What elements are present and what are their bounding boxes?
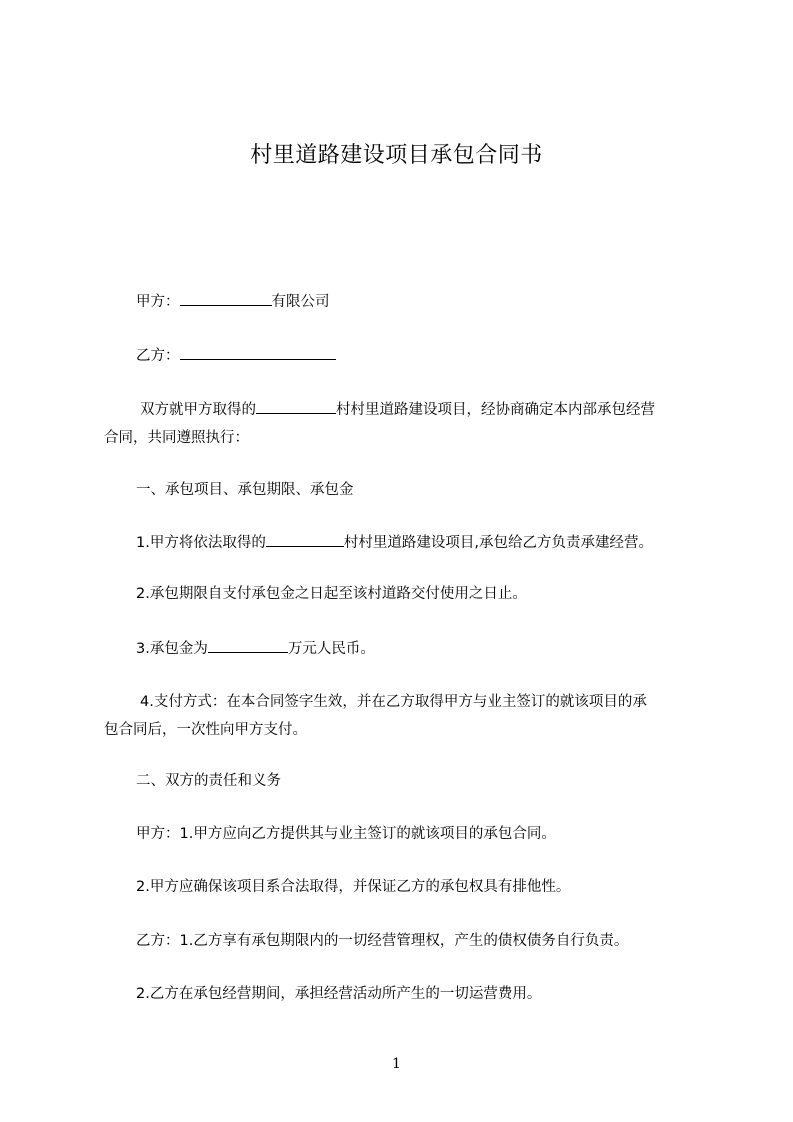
section-1-item-1 <box>136 531 653 553</box>
section-2-party-a-2: 2.甲方应确保该项目系合法取得，并保证乙方的承包权具有排他性。 <box>136 879 571 895</box>
party-a-suffix: 有限公司 <box>271 294 330 310</box>
item-3-prefix: 3.承包金为 <box>136 641 208 657</box>
document-title: 村里道路建设项目承包合同书 <box>250 143 543 168</box>
preamble-paragraph <box>104 396 704 452</box>
party-b-line <box>136 344 336 366</box>
section-2-party-b-1: 乙方：1.乙方享有承包期限内的一切经营管理权，产生的债权债务自行负责。 <box>136 933 629 949</box>
section-1-item-2: 2.承包期限自支付承包金之日起至该村道路交付使用之日止。 <box>136 586 527 602</box>
party-a-line <box>136 290 330 312</box>
preamble-blank <box>256 398 336 414</box>
item-4-line-2: 包合同后，一次性向甲方支付。 <box>104 722 307 738</box>
page-number: 1 <box>392 1056 401 1072</box>
item-4-line-1: 4.支付方式：在本合同签字生效，并在乙方取得甲方与业主签订的就该项目的承 <box>140 694 647 710</box>
section-2-heading: 二、双方的责任和义务 <box>136 773 281 789</box>
party-b-blank <box>180 344 336 360</box>
item-3-suffix: 万元人民币。 <box>287 641 375 657</box>
section-1-item-3 <box>136 637 375 659</box>
section-1-item-4 <box>104 688 704 744</box>
party-b-label: 乙方： <box>136 348 180 364</box>
item-1-blank <box>266 531 344 547</box>
preamble-suffix: 村村里道路建设项目，经协商确定本内部承包经营 <box>336 402 655 418</box>
party-a-label: 甲方： <box>136 294 180 310</box>
item-1-prefix: 1.甲方将依法取得的 <box>136 535 266 551</box>
section-2-party-a-1: 甲方：1.甲方应向乙方提供其与业主签订的就该项目的承包合同。 <box>136 826 556 842</box>
preamble-line-2: 合同，共同遵照执行： <box>104 430 249 446</box>
section-1-heading: 一、承包项目、承包期限、承包金 <box>136 482 354 498</box>
item-3-blank <box>208 637 288 653</box>
party-a-blank <box>180 290 272 306</box>
item-1-suffix: 村村里道路建设项目,承包给乙方负责承建经营。 <box>343 535 653 551</box>
preamble-prefix: 双方就甲方取得的 <box>140 402 256 418</box>
section-2-party-b-2: 2.乙方在承包经营期间，承担经营活动所产生的一切运营费用。 <box>136 986 542 1002</box>
preamble-line-1 <box>104 396 704 424</box>
